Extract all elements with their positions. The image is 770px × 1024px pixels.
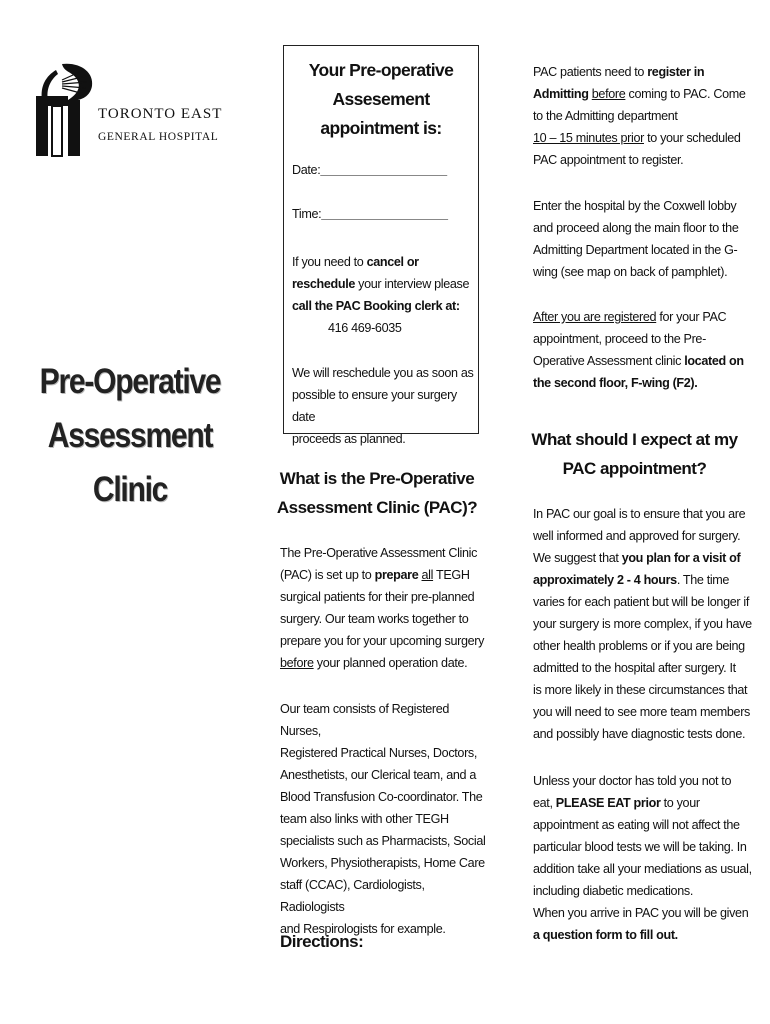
time-label: Time: xyxy=(292,207,322,221)
appointment-box-title xyxy=(284,56,478,143)
appointment-box xyxy=(283,45,479,446)
time-blank: ___________________ xyxy=(321,207,448,221)
date-blank: ___________________ xyxy=(320,163,447,177)
what-is-pac-paragraph2: Our team consists of Registered Nurses, Registered Practical Nurses, Doctors, Anesthetists, our Clerical team, and a Blood Transfusion Co-coordinator. The team also links with other TEGH specialists such as Pharmacists, Social Workers, Physiotherapists, Home Care staff (CCAC), Cardiologists, Radiologists and Respirologists for example. xyxy=(280,702,486,936)
hospital-name-line2: GENERAL HOSPITAL xyxy=(98,131,219,143)
appointment-title-line3: appointment is: xyxy=(320,118,442,138)
hospital-name-line1: TORONTO EAST xyxy=(98,106,223,122)
hospital-logo-icon xyxy=(32,60,102,160)
appointment-title-line1: Your Pre-operative xyxy=(308,60,454,80)
what-is-pac-heading: What is the Pre-Operative Assessment Clinic (PAC)? xyxy=(276,469,478,517)
cover-title-line2: Assessment xyxy=(47,416,213,455)
cover-title-line3: Clinic xyxy=(92,470,168,509)
expect-paragraph2: Unless your doctor has told you not to eat, PLEASE EAT prior to your appointment as eating will not affect the particular blood tests we will be taking. In addition take all your mediations as usual, including diabetic medications. When you arrive in PAC you will be given a question form to fill out. xyxy=(533,774,752,942)
cover-title xyxy=(35,355,224,517)
time-line xyxy=(292,207,448,221)
register-instructions: PAC patients need to register in Admitting before coming to PAC. Come to the Admitting department 10 – 15 minutes prior to your scheduled PAC appointment to register. xyxy=(533,65,746,167)
clinic-location: After you are registered for your PAC appointment, proceed to the Pre- Operative Assessment clinic located on the second floor, F-wing (F2). xyxy=(533,310,744,390)
appointment-title-line2: Assesement xyxy=(332,89,430,109)
entrance-instructions: Enter the hospital by the Coxwell lobby and proceed along the main floor to the Admitting Department located in the G- wing (see map on back of pamphlet). xyxy=(533,199,739,279)
reschedule-note: We will reschedule you as soon as possible to ensure your surgery date proceeds as planned. xyxy=(292,366,474,446)
date-label: Date: xyxy=(292,163,321,177)
expect-heading: What should I expect at my PAC appointment? xyxy=(531,430,738,478)
expect-paragraph1: In PAC our goal is to ensure that you are well informed and approved for surgery. We suggest that you plan for a visit of approximately 2 - 4 hours. The time varies for each patient but will be longer if your surgery is more complex, if you have other health problems or if you are being admitted to the hospital after surgery. It is more likely in these circumstances that you will need to see more team members and possibly have diagnostic tests done. xyxy=(533,507,752,741)
what-is-pac-paragraph1: The Pre-Operative Assessment Clinic (PAC) is set up to prepare all TEGH surgical patients for their pre-planned surgery. Our team works together to prepare you for your upcoming surgery before your planned operation date. xyxy=(280,546,485,670)
directions-heading: Directions: xyxy=(280,932,364,951)
date-line xyxy=(292,163,447,177)
cover-title-line1: Pre-Operative xyxy=(39,362,221,401)
booking-phone: 416 469-6035 xyxy=(328,321,402,335)
cancel-instructions: If you need to cancel or reschedule your interview please call the PAC Booking clerk at: 416 469-6035 xyxy=(292,251,476,339)
